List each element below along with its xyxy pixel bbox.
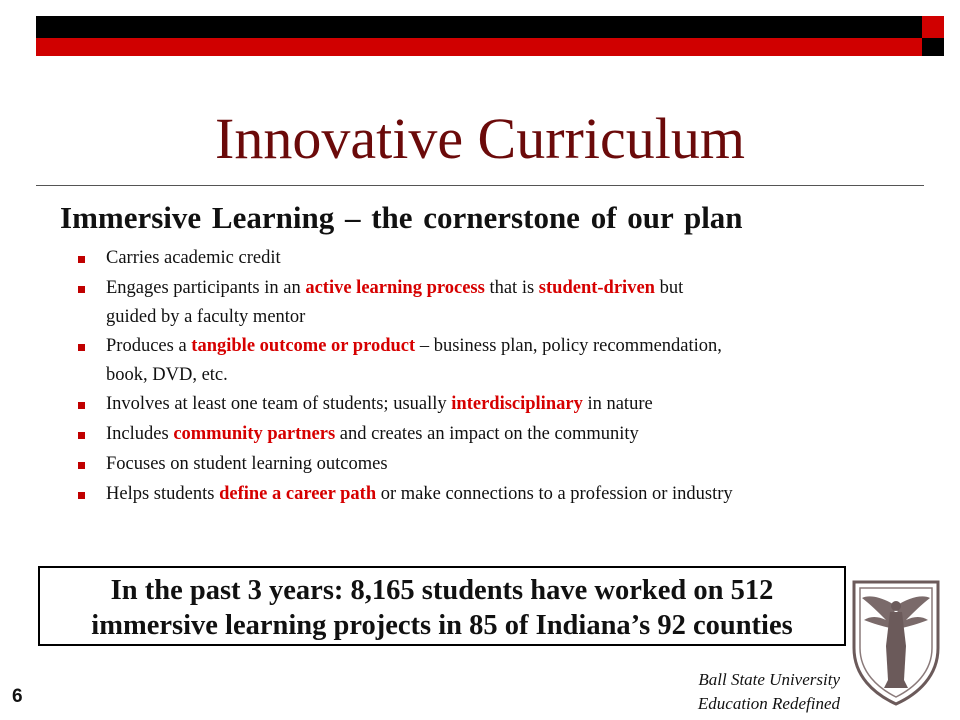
header-bar-red [36, 38, 922, 56]
bullet-text: – business plan, policy recommendation, [415, 336, 722, 356]
bullet-item [78, 419, 928, 449]
page-number: 6 [12, 686, 23, 707]
bullet-text: Produces a [106, 336, 192, 356]
bullet-item [78, 243, 928, 273]
bullet-item [78, 449, 928, 479]
square-bullet-icon [78, 462, 85, 469]
bullet-item [78, 331, 928, 389]
square-bullet-icon [78, 286, 85, 293]
bullet-continuation: guided by a faculty mentor [106, 307, 306, 327]
highlighted-text: tangible outcome or product [191, 336, 416, 356]
header-corner-red [922, 16, 944, 38]
bullet-item [78, 389, 928, 419]
footer-university: Ball State University [698, 670, 840, 689]
bullet-item [78, 273, 928, 331]
square-bullet-icon [78, 256, 85, 263]
title-divider [36, 185, 924, 186]
highlighted-text: student-driven [538, 278, 655, 298]
bullet-list [78, 243, 928, 509]
bullet-text: Helps students [106, 484, 220, 504]
header-bar-black [36, 16, 944, 38]
slide-title: Innovative Curriculum [215, 106, 745, 171]
highlighted-text: active learning process [305, 278, 485, 298]
bullet-text: that is [484, 278, 539, 298]
bullet-text: Engages participants in an [106, 278, 306, 298]
bullet-text: in nature [582, 394, 653, 414]
university-logo-icon [848, 576, 944, 708]
bullet-text: or make connections to a profession or industry [376, 484, 733, 504]
stats-callout-box [38, 566, 846, 646]
stats-line-1: In the past 3 years: 8,165 students have worked on 512 [110, 575, 774, 606]
footer-branding [698, 668, 840, 716]
slide-subtitle: Immersive Learning – the cornerstone of our plan [60, 200, 743, 235]
highlighted-text: define a career path [219, 484, 377, 504]
stats-line-2: immersive learning projects in 85 of Indiana’s 92 counties [91, 610, 793, 641]
bullet-text: and creates an impact on the community [335, 424, 639, 444]
bullet-text: Focuses on student learning outcomes [106, 454, 388, 474]
square-bullet-icon [78, 344, 85, 351]
bullet-text: but [654, 278, 684, 298]
highlighted-text: interdisciplinary [451, 394, 583, 414]
bullet-text: Includes [106, 424, 174, 444]
bullet-text: Involves at least one team of students; usually [106, 394, 452, 414]
highlighted-text: community partners [173, 424, 336, 444]
square-bullet-icon [78, 492, 85, 499]
bullet-continuation: book, DVD, etc. [106, 365, 228, 385]
bullet-text: Carries academic credit [106, 248, 281, 268]
header-corner-black [922, 38, 944, 56]
square-bullet-icon [78, 402, 85, 409]
square-bullet-icon [78, 432, 85, 439]
bullet-item [78, 479, 928, 509]
footer-tagline: Education Redefined [697, 694, 840, 713]
